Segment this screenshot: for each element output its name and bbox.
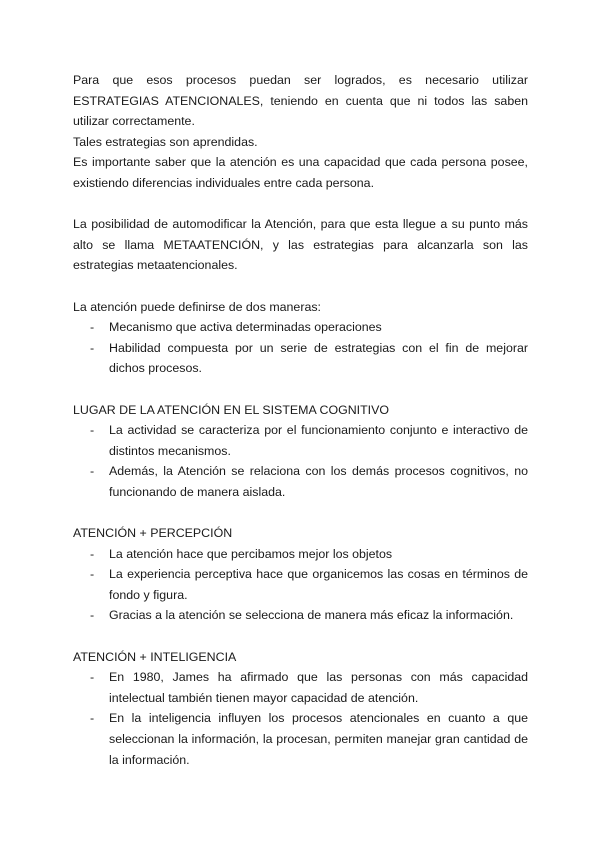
dash-bullet: -	[90, 340, 95, 355]
intro-paragraph-2: Tales estrategias son aprendidas.	[73, 134, 258, 149]
list-item	[73, 667, 528, 708]
list-item-text: Habilidad compuesta por un serie de estrategias con el fin de mejorar dichos procesos.	[109, 340, 528, 376]
section-list-lugar	[73, 420, 528, 502]
list-item-text: En la inteligencia influyen los procesos atencionales en cuanto a que seleccionan la información, la procesan, permiten manejar gran cantidad de la información.	[109, 711, 528, 767]
list-item	[73, 461, 528, 502]
section-heading-inteligencia: ATENCIÓN + INTELIGENCIA	[73, 649, 237, 664]
dash-bullet: -	[90, 711, 95, 726]
list-item	[73, 564, 528, 605]
metaatencion-paragraph: La posibilidad de automodificar la Atención, para que esta llegue a su punto más alto se llama METAATENCIÓN, y las estrategias para alcanzarla son las estrategias metaatencionales.	[73, 217, 528, 273]
list-item-text: Gracias a la atención se selecciona de manera más eficaz la información.	[109, 608, 514, 623]
intro-paragraph-3: Es importante saber que la atención es una capacidad que cada persona posee, existiendo diferencias individuales entre cada persona.	[73, 155, 528, 190]
document-page	[73, 70, 528, 770]
list-item-text: Además, la Atención se relaciona con los demás procesos cognitivos, no funcionando de manera aislada.	[109, 464, 528, 499]
list-item-text: Mecanismo que activa determinadas operaciones	[109, 320, 382, 335]
dash-bullet: -	[90, 608, 95, 623]
dash-bullet: -	[90, 670, 95, 685]
section-list-inteligencia	[73, 667, 528, 770]
list-item-text: La actividad se caracteriza por el funcionamiento conjunto e interactivo de distintos mecanismos.	[109, 423, 528, 458]
section-list-percepcion	[73, 544, 528, 626]
list-item	[73, 338, 528, 379]
list-item	[73, 544, 528, 565]
dash-bullet: -	[90, 567, 95, 582]
intro-paragraph-1: Para que esos procesos puedan ser logrados, es necesario utilizar ESTRATEGIAS ATENCIONALES, teniendo en cuenta que ni todos las saben utilizar correctamente.	[73, 73, 528, 129]
section-heading-lugar: LUGAR DE LA ATENCIÓN EN EL SISTEMA COGNITIVO	[73, 402, 390, 417]
list-item-text: La experiencia perceptiva hace que organicemos las cosas en términos de fondo y figura.	[109, 567, 528, 602]
list-item-text: La atención hace que percibamos mejor los objetos	[109, 546, 393, 561]
list-item	[73, 317, 528, 338]
dash-bullet: -	[90, 320, 95, 335]
list-item	[73, 708, 528, 770]
list-item-text: En 1980, James ha afirmado que las personas con más capacidad intelectual también tienen mayor capacidad de atención.	[109, 670, 528, 705]
definition-list	[73, 317, 528, 379]
definition-lead: La atención puede definirse de dos maneras:	[73, 299, 321, 314]
section-heading-percepcion: ATENCIÓN + PERCEPCIÓN	[73, 526, 233, 541]
dash-bullet: -	[90, 464, 95, 479]
dash-bullet: -	[90, 546, 95, 561]
list-item	[73, 420, 528, 461]
list-item	[73, 605, 528, 626]
dash-bullet: -	[90, 423, 95, 438]
